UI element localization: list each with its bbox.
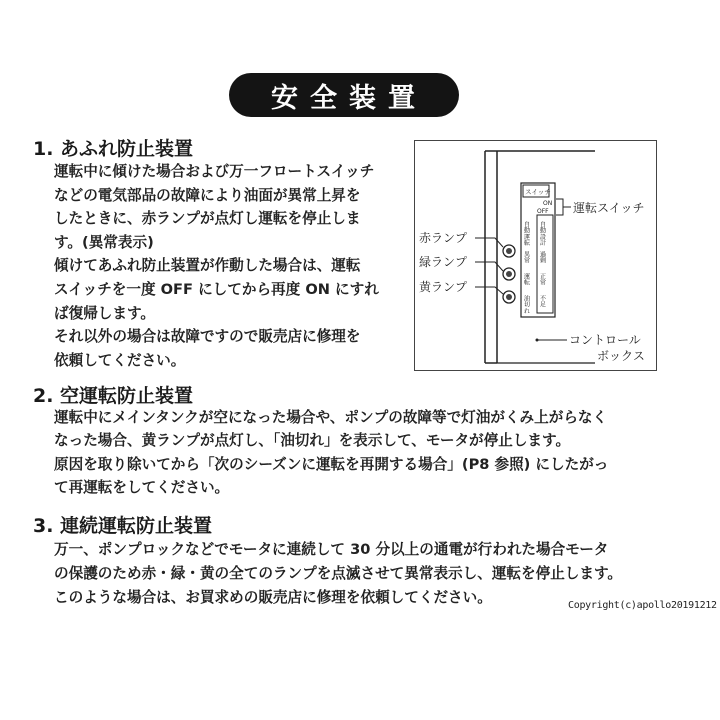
panel-left-label: 異常: [522, 251, 530, 264]
red-lamp-label: 赤ランプ: [419, 231, 468, 245]
section-1-line: スイッチを一度 OFF にしてから再度 ON にすれ: [54, 280, 379, 298]
panel-on-text: ON: [543, 200, 553, 207]
panel-right-label: 不足: [538, 295, 546, 308]
red-lamp-icon: [503, 245, 515, 257]
section-2-line: なった場合、黄ランプが点灯し、「油切れ」を表示して、モータが停止します。: [54, 432, 571, 450]
section-1-body: [54, 160, 379, 372]
panel-left-label: 運転: [522, 273, 530, 286]
section-2-line: 原因を取り除いてから「次のシーズンに運転を再開する場合」(P8 参照) にしたがっ: [54, 455, 609, 473]
yellow-lamp-label: 黄ランプ: [419, 280, 468, 294]
control-box-figure: [414, 140, 657, 371]
section-1-heading: 1. あふれ防止装置: [33, 138, 194, 160]
section-1-line: 傾けてあふれ防止装置が作動した場合は、運転: [54, 257, 361, 275]
section-2-line: て再運転をしてください。: [54, 479, 230, 497]
panel-left-label: 油切れ: [522, 295, 530, 314]
switch-label: 運転スイッチ: [573, 201, 645, 215]
panel-left-label: 自動運転: [522, 221, 530, 246]
section-3-heading: 3. 連続運転防止装置: [33, 515, 213, 537]
yellow-lamp-icon: [503, 291, 515, 303]
section-3-line: 万一、ポンプロックなどでモータに連続して 30 分以上の通電が行われた場合モータ: [54, 541, 609, 558]
section-1-line: などの電気部品の故障により油面が異常上昇を: [54, 186, 361, 204]
copyright-notice: Copyright(c)apollo20191212: [568, 600, 717, 611]
green-lamp-icon: [503, 268, 515, 280]
section-1-line: 依頼してください。: [54, 351, 186, 369]
panel-switch-tag: スイッチ: [525, 188, 551, 196]
panel-right-label: 自動設計: [538, 221, 546, 246]
panel-off-text: OFF: [537, 208, 549, 215]
section-1-line: ば復帰します。: [54, 304, 155, 322]
page-title-text: 安全装置: [271, 82, 427, 114]
control-box-label-2: ボックス: [597, 349, 645, 363]
top-blank-band: [0, 0, 720, 66]
section-1-line: す。(異常表示): [54, 233, 154, 251]
section-3-line: このような場合は、お買求めの販売店に修理を依頼してください。: [54, 589, 492, 607]
panel-right-label: 過剰: [538, 251, 546, 264]
section-2-line: 運転中にメインタンクが空になった場合や、ポンプの故障等で灯油がくみ上がらなく: [54, 409, 608, 426]
green-lamp-label: 緑ランプ: [419, 255, 468, 269]
section-1-line: 運転中に傾けた場合および万一フロートスイッチ: [54, 163, 375, 180]
panel-right-label: 正常: [538, 273, 546, 286]
control-box-diagram: [415, 141, 655, 369]
section-2-body: [54, 406, 608, 500]
section-3-line: の保護のため赤・緑・黄の全てのランプを点滅させて異常表示し、運転を停止します。: [54, 565, 622, 583]
section-3-body: [54, 538, 622, 611]
section-2-heading: 2. 空運転防止装置: [33, 385, 194, 407]
page-title: [229, 73, 459, 117]
control-box-label-1: コントロール: [569, 333, 641, 347]
bottom-blank-band: [0, 650, 720, 720]
section-1-line: それ以外の場合は故障ですので販売店に修理を: [54, 328, 361, 346]
section-1-line: したときに、赤ランプが点灯し運転を停止しま: [54, 210, 361, 228]
